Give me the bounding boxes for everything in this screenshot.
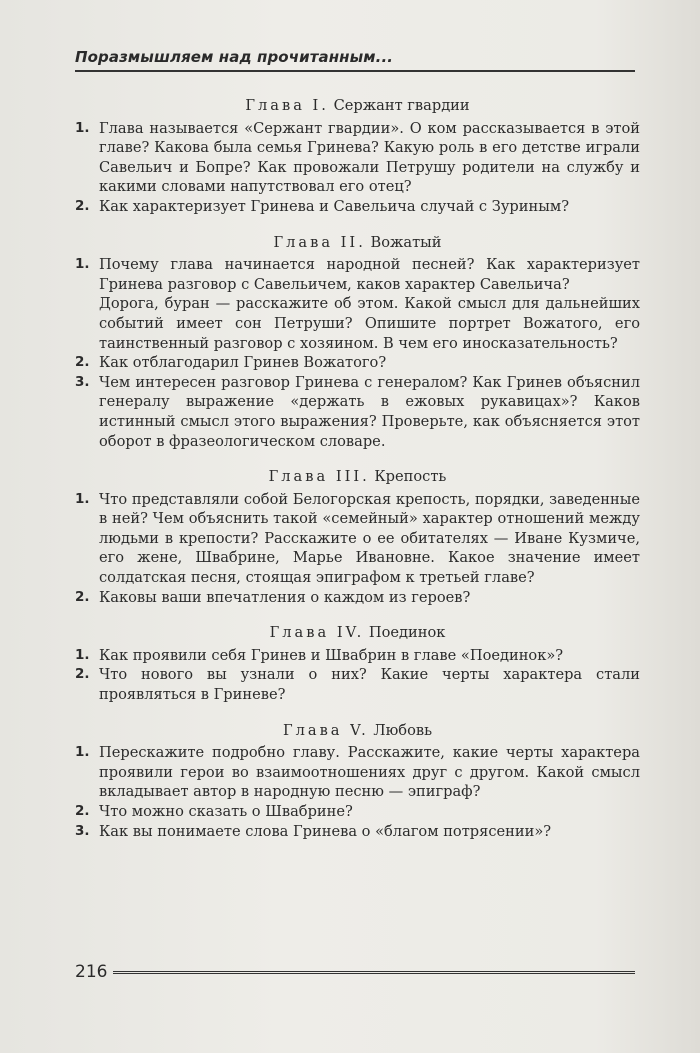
- question-number: 1.: [75, 119, 90, 136]
- chapter-block: [75, 467, 640, 607]
- chapter-title: [75, 623, 640, 643]
- question-item: [75, 490, 640, 588]
- question-text-block: [99, 490, 640, 588]
- chapter-name: Вожатый: [370, 233, 442, 251]
- question-number: 2.: [75, 588, 90, 605]
- header-rule: [75, 70, 635, 72]
- question-text-block: [99, 197, 640, 217]
- chapter-name: Любовь: [373, 721, 433, 739]
- chapter-label: Глава II.: [273, 233, 366, 251]
- chapter-block: [75, 721, 640, 842]
- question-text-block: [99, 119, 640, 197]
- question-text-block: [99, 665, 640, 704]
- chapter-label: Глава III.: [268, 468, 370, 486]
- footer-rule: [113, 971, 635, 974]
- chapter-label: Глава V.: [282, 721, 369, 739]
- question-number: 1.: [75, 256, 90, 273]
- chapter-title: [75, 721, 640, 741]
- question-text: Чем интересен разговор Гринева с генералом? Как Гринев объяснил генералу выражение «держать в ежовых рукавицах»? Каков истинный смысл этого выражения? Проверьте, как объясняется этот оборот в фразеологическом словаре.: [99, 373, 640, 450]
- chapter-name: Поединок: [368, 624, 446, 642]
- question-number: 3.: [75, 373, 90, 390]
- page-footer: [75, 962, 635, 982]
- question-text: Перескажите подробно главу. Расскажите, какие черты характера проявили герои во взаимоотношениях друг с другом. Какой смысл вкладывает автор в народную песню — эпиграф?: [99, 744, 640, 801]
- question-text: Каковы ваши впечатления о каждом из героев?: [99, 588, 471, 606]
- question-number: 2.: [75, 666, 90, 683]
- question-item: [75, 353, 640, 373]
- question-item: [75, 197, 640, 217]
- chapter-label: Глава IV.: [269, 624, 365, 642]
- questions-content: [75, 96, 640, 857]
- question-text: Как отблагодарил Гринев Вожатого?: [99, 354, 387, 372]
- question-number: 2.: [75, 354, 90, 371]
- chapter-block: [75, 623, 640, 704]
- question-text-block: [99, 255, 640, 353]
- question-item: [75, 665, 640, 704]
- question-item: [75, 743, 640, 802]
- question-text-block: [99, 646, 640, 666]
- question-number: 2.: [75, 803, 90, 819]
- chapter-title: [75, 233, 640, 253]
- question-text: Как проявили себя Гринев и Швабрин в главе «Поединок»?: [99, 646, 564, 664]
- question-text: Что нового вы узнали о них? Какие черты характера стали проявляться в Гриневе?: [99, 666, 640, 704]
- question-text-continued: Дорога, буран — расскажите об этом. Какой смысл для дальнейших событий имеет сон Петруши? Опишите портрет Вожатого, его таинственный разговор с хозяином. В чем его иносказательность?: [99, 295, 640, 352]
- question-item: [75, 588, 640, 608]
- chapter-name: Сержант гвардии: [333, 97, 470, 114]
- question-text-block: [99, 802, 640, 822]
- question-text: Что можно сказать о Швабрине?: [99, 803, 353, 820]
- question-item: [75, 255, 640, 353]
- chapter-block: [75, 96, 640, 217]
- question-item: [75, 802, 640, 822]
- chapter-name: Крепость: [374, 468, 447, 486]
- question-text-block: [99, 822, 640, 842]
- question-item: [75, 373, 640, 451]
- question-number: 1.: [75, 646, 90, 663]
- page-header: [75, 48, 635, 72]
- question-number: 2.: [75, 197, 90, 214]
- question-text: Почему глава начинается народной песней? Как характеризует Гринева разговор с Савельичем, каков характер Савельича?: [99, 256, 640, 293]
- question-text: Глава называется «Сержант гвардии». О ком рассказывается в этой главе? Какова была семья Гринева? Какую роль в его детстве играли Савельич и Бопре? Как провожали Петрушу родители на службу и какими словами напутствовал его отец?: [99, 119, 640, 196]
- chapter-title: [75, 96, 640, 116]
- chapter-label: Глава I.: [245, 97, 329, 114]
- question-number: 1.: [75, 744, 90, 761]
- chapter-title: [75, 467, 640, 487]
- question-number: 3.: [75, 822, 90, 839]
- question-text: Как вы понимаете слова Гринева о «благом потрясении»?: [99, 822, 552, 840]
- question-item: [75, 646, 640, 666]
- page-number: 216: [75, 962, 108, 982]
- question-text: Что представляли собой Белогорская крепость, порядки, заведенные в ней? Чем объяснить такой «семейный» характер отношений между людьми в крепости? Расскажите о ее обитателях — Иване Кузмиче, его жене, Швабрине, Марье Ивановне. Какое значение имеет солдатская песня, стоящая эпиграфом к третьей главе?: [99, 490, 640, 587]
- question-text: Как характеризует Гринева и Савельича случай с Зуриным?: [99, 197, 570, 215]
- chapter-block: [75, 233, 640, 452]
- question-text-block: [99, 373, 640, 451]
- question-text-block: [99, 353, 640, 373]
- question-number: 1.: [75, 490, 90, 507]
- question-item: [75, 119, 640, 197]
- section-header-title: Поразмышляем над прочитанным...: [75, 48, 394, 66]
- question-item: [75, 822, 640, 842]
- question-text-block: [99, 743, 640, 802]
- question-text-block: [99, 588, 640, 608]
